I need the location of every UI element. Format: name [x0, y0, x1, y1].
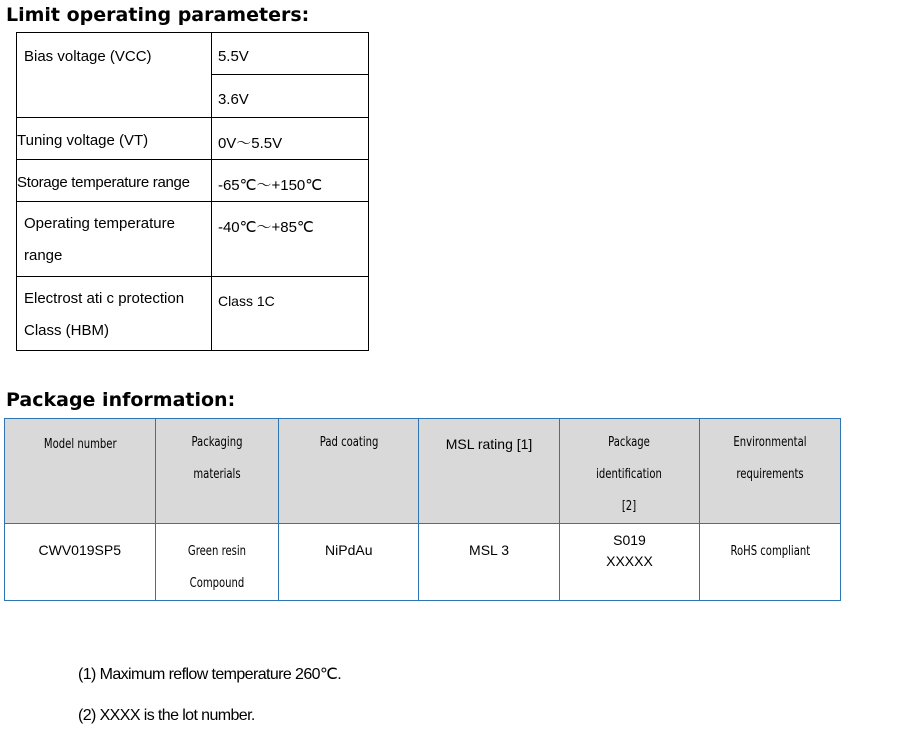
cell-model: CWV019SP5 [5, 524, 156, 601]
package-info-heading: Package information: [6, 389, 236, 411]
param-cell [17, 277, 212, 351]
value-cell [211, 118, 368, 160]
value-cell [211, 277, 368, 351]
header-coating: Pad coating [279, 419, 419, 524]
table-row [17, 118, 369, 160]
package-info-table [4, 418, 841, 601]
cell-material: Green resin Compound [155, 524, 279, 601]
limit-parameters-heading: Limit operating parameters: [6, 4, 310, 26]
header-environment: Environmental requirements [700, 419, 841, 524]
cell-identification: S019 XXXXX [559, 524, 700, 601]
value-cell [211, 160, 368, 202]
table-row [17, 202, 369, 277]
value-label: -65℃～+150℃ [217, 177, 323, 194]
param-label: Operating temperature range [24, 215, 175, 264]
param-cell [17, 33, 212, 118]
header-identification: Package identification [2] [559, 419, 700, 524]
table-row [5, 524, 841, 601]
param-label: Storage temperature range [17, 174, 190, 191]
table-row [17, 277, 369, 351]
cell-coating: NiPdAu [279, 524, 419, 601]
table-row [17, 33, 369, 75]
cell-environment: RoHS compliant [700, 524, 841, 601]
value-cell [211, 202, 368, 277]
limit-parameters-table [16, 32, 369, 351]
cell-msl: MSL 3 [419, 524, 559, 601]
header-msl: MSL rating [1] [419, 419, 559, 524]
param-cell [17, 202, 212, 277]
header-materials: Packaging materials [155, 419, 279, 524]
value-label: 5.5V [217, 48, 249, 65]
footnote-2: (2) XXXX is the lot number. [78, 707, 255, 724]
header-model: Model number [5, 419, 156, 524]
param-label: Electrost ati c protection Class (HBM) [24, 290, 185, 339]
value-cell [211, 75, 368, 118]
value-label: 3.6V [217, 91, 249, 108]
value-label: -40℃～+85℃ [217, 219, 314, 236]
footnote-1: (1) Maximum reflow temperature 260℃. [78, 666, 342, 683]
table-header-row [5, 419, 841, 524]
value-label: 0V～5.5V [217, 135, 283, 152]
param-label: Tuning voltage (VT) [17, 132, 149, 149]
param-cell [17, 118, 212, 160]
value-label: Class 1C [217, 293, 275, 309]
param-label: Bias voltage (VCC) [24, 48, 152, 65]
value-cell [211, 33, 368, 75]
